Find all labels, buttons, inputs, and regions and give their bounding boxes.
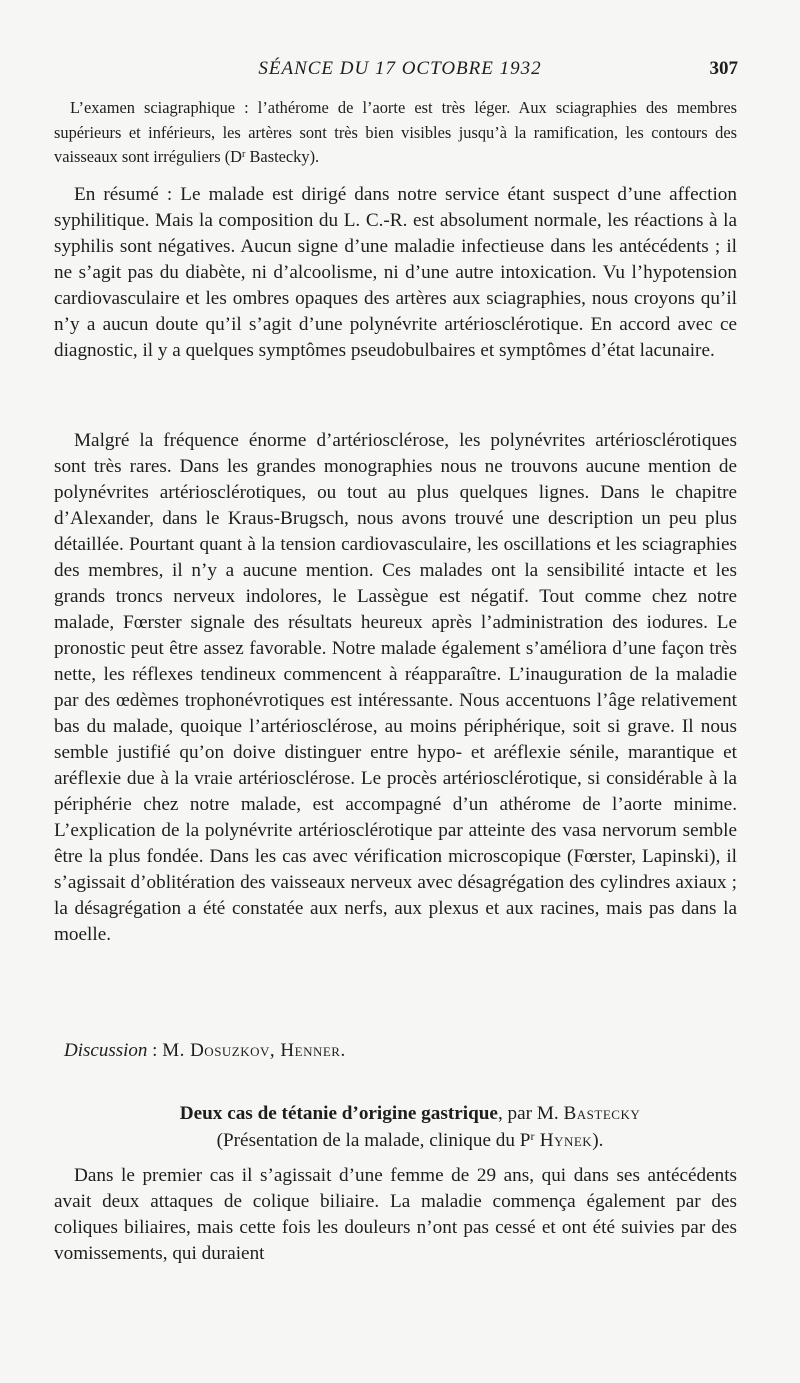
article-title: Deux cas de tétanie d’origine gastrique (179, 1103, 498, 1124)
subtitle-text: (Présentation de la malade, clinique du P (216, 1130, 531, 1151)
exam-note-end: Bastecky). (245, 147, 320, 166)
discussion-line (64, 1040, 346, 1062)
discussion-paragraph: Malgré la fréquence énorme d’artériosclérose, les polynévrites artériosclérotiques sont très rares. Dans les grandes monographies nous ne trouvons aucune mention de polynévrites artériosclérotiques, ou tout au plus quelques lignes. Dans le chapitre d’Alexander, dans le Kraus-Brugsch, nous avons trouvé une description un peu plus détaillée. Pourtant quant à la tension cardiovasculaire, les oscillations et les sciagraphies des membres, il n’y a aucune mention. Ces malades ont la sensibilité intacte et les grands troncs nerveux indolores, le Lassègue est négatif. Tout comme chez notre malade, Fœrster signale des résultats heureux après l’administration des iodures. Le pronostic peut être assez favorable. Notre malade également s’améliora d’une façon très nette, les réflexes tendineux commencent à réapparaître. L’inauguration de la maladie par des œdèmes trophonévrotiques est intéressante. Nous accentuons l’âge relativement bas du malade, quoique l’artériosclérose, au moins périphérique, soit si grave. Il nous semble justifié qu’on doive distinguer entre hypo- et aréflexie sénile, marantique et aréflexie due à la vraie artériosclérose. Le procès artériosclérotique, si considérable à la périphérie chez notre malade, est accompagné d’un athérome de l’aorte minime. L’explication de la polynévrite artériosclérotique par atteinte des vasa nervorum semble être la plus fondée. Dans les cas avec vérification microscopique (Fœrster, Lapinski), il s’agissait d’oblitération des vaisseaux nerveux avec désagrégation des cylindres axiaux ; la désagrégation a été constatée aux nerfs, aux plexus et aux racines, mais pas dans la moelle. (54, 430, 737, 945)
subtitle-end: ). (592, 1130, 604, 1151)
article-title-line (60, 1100, 760, 1127)
summary-paragraph: En résumé : Le malade est dirigé dans notre service étant suspect d’une affection syphilitique. Mais la composition du L. C.-R. est absolument normale, les réactions à la syphilis sont négatives. Aucun signe d’une maladie infectieuse dans les antécédents ; il ne s’agit pas du diabète, ni d’alcoolisme, ni d’une autre intoxication. Vu l’hypotension cardiovasculaire et les ombres opaques des artères aux sciagraphies, nous croyons qu’il n’y a aucun doute qu’il s’agit d’une polynévrite artériosclérotique. En accord avec ce diagnostic, il y a quelques symptômes pseudobulbaires et symptômes d’état lacunaire. (54, 184, 737, 361)
subtitle-name: Hynek (534, 1130, 593, 1151)
discussion-participants: M. Dosuzkov, Henner. (162, 1040, 346, 1061)
page-number: 307 (709, 58, 738, 79)
discussion-label: Discussion (64, 1040, 148, 1061)
article-author: Bastecky (563, 1103, 641, 1124)
subtitle-superscript: r (530, 1129, 535, 1144)
sciagraphic-exam-note (54, 96, 737, 170)
page-header (0, 58, 800, 84)
exam-note-superscript: r (242, 148, 246, 160)
running-title: SÉANCE DU 17 OCTOBRE 1932 (258, 58, 542, 79)
discussion-separator: : (147, 1040, 163, 1061)
article-subtitle (60, 1127, 760, 1154)
exam-note-text: L’examen sciagraphique : l’athérome de l’aorte est très léger. Aux sciagraphies des membres supérieurs et inférieurs, les artères sont très bien visibles jusqu’à la ramification, les contours des vaisseaux sont irréguliers (D (54, 98, 737, 166)
case-paragraph: Dans le premier cas il s’agissait d’une femme de 29 ans, qui dans ses antécédents avait deux attaques de colique biliaire. La maladie commença également par des coliques biliaires, mais cette fois les douleurs n’ont pas cessé et ont été suivies par des vomissements, qui duraient (54, 1165, 737, 1264)
article-author-prefix: , par M. (497, 1103, 564, 1124)
article-heading (60, 1100, 760, 1154)
